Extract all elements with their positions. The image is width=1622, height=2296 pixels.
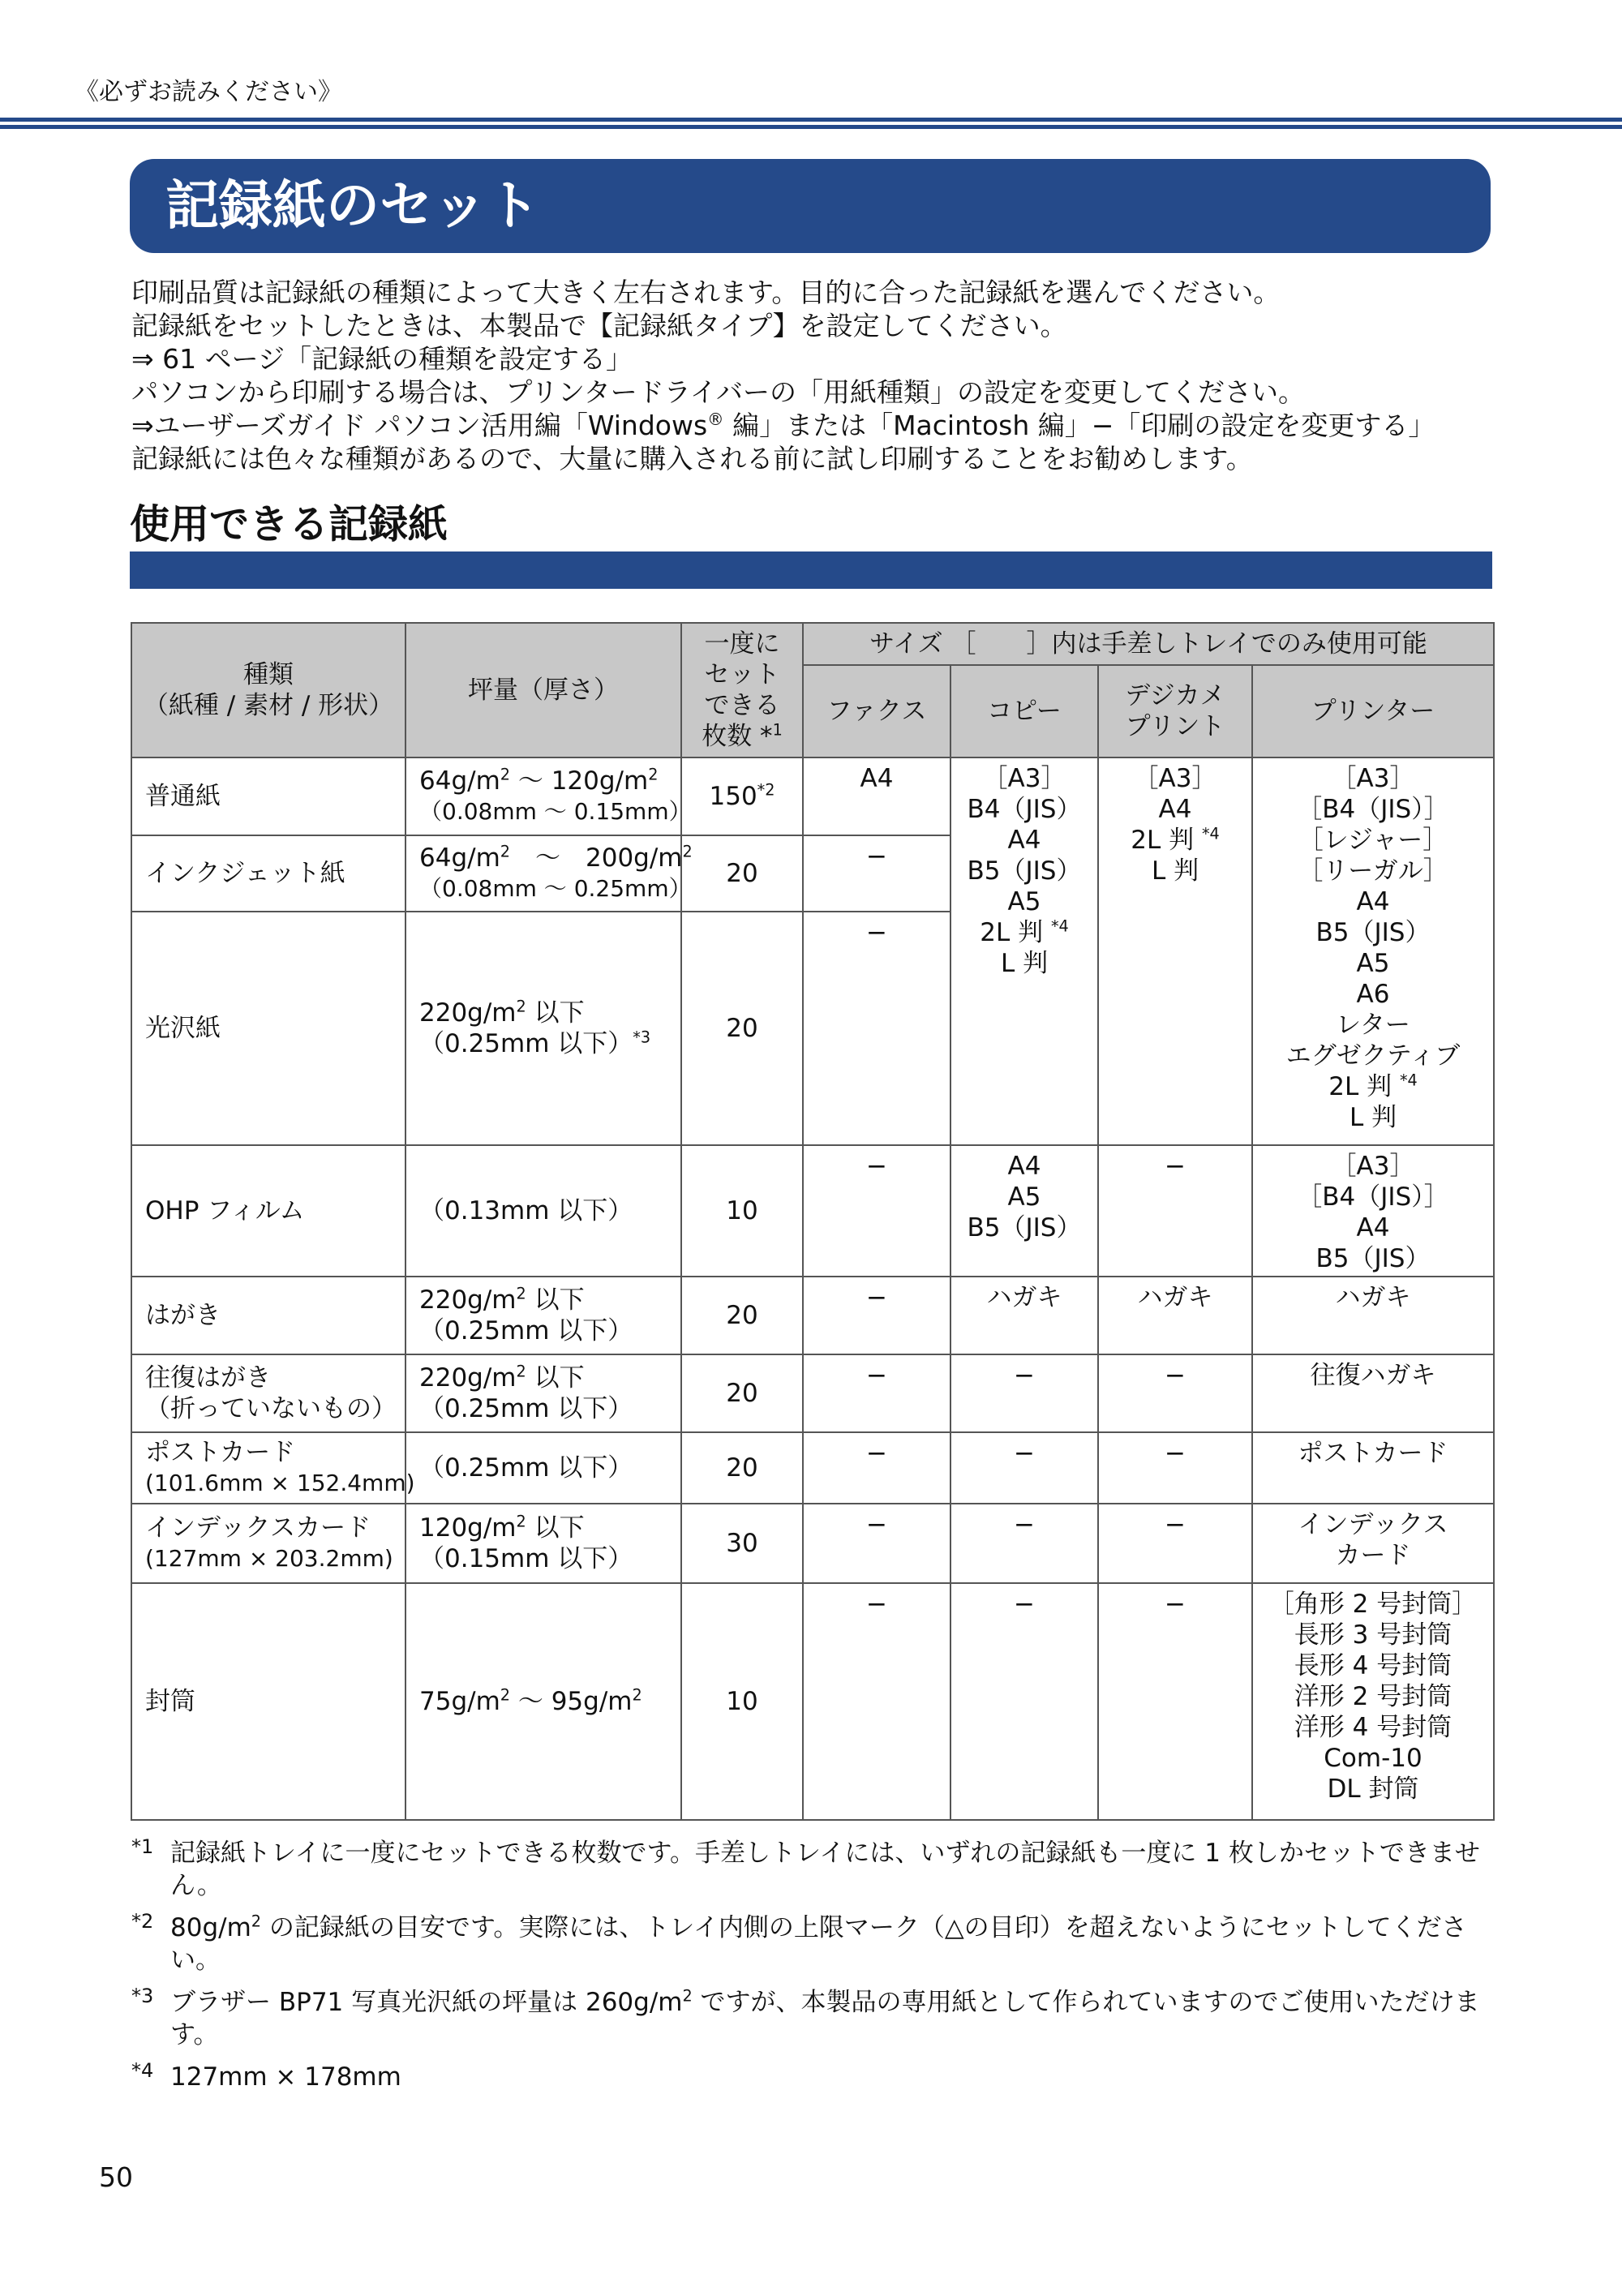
footnote: *4 127mm × 178mm [131,2061,1502,2093]
header-count: 一度に セット できる 枚数 *$^1$ [681,623,803,757]
row-weight: （0.13mm 以下） [406,1145,681,1277]
registered-mark: ® [707,410,724,429]
row-fax: − [803,1583,950,1820]
table-row [131,1277,1494,1354]
row-count: 20 [681,1432,803,1504]
intro-reference: ⇒ 61 ページ「記録紙の種類を設定する」 [131,343,633,375]
paper-table [131,622,1495,1821]
header-printer: プリンター [1252,665,1494,757]
row-copy: − [950,1354,1098,1432]
row-copy: − [950,1504,1098,1583]
row-weight: $64g/m^2$ 〜 $120g/m^2$ （0.08mm 〜 0.15mm） [406,757,681,835]
row-photo: ［A3］ A4 2L 判 $^{*4}$ L 判 [1098,757,1252,1145]
row-photo: − [1098,1354,1252,1432]
intro-line: 記録紙には色々な種類があるので、大量に購入される前に試し印刷することをお勧めします。 [131,443,1253,474]
row-name: 往復はがき （折っていないもの） [131,1354,406,1432]
header-type: 種類 （紙種 / 素材 / 形状） [131,623,406,757]
row-copy: A4 A5 B5（JIS） [950,1145,1098,1277]
row-copy: − [950,1432,1098,1504]
table-row [131,1583,1494,1820]
row-printer: インデックス カード [1252,1504,1494,1583]
footnote-mark: *3 [131,1985,154,2007]
row-photo: − [1098,1583,1252,1820]
row-count: 10 [681,1583,803,1820]
row-count: 20 [681,1354,803,1432]
row-name: はがき [131,1277,406,1354]
row-printer: ハガキ [1252,1277,1494,1354]
row-weight: （0.25mm 以下） [406,1432,681,1504]
row-count: 20 [681,912,803,1145]
row-fax: − [803,912,950,1145]
row-fax: − [803,1277,950,1354]
row-name: 普通紙 [131,757,406,835]
row-photo: − [1098,1145,1252,1277]
row-name: 封筒 [131,1583,406,1820]
footnotes [131,1837,1502,2103]
intro-line: 記録紙をセットしたときは、本製品で【記録紙タイプ】を設定してください。 [131,310,1067,341]
row-printer: ［A3］ ［B4（JIS）］ ［レジャー］ ［リーガル］ A4 B5（JIS） A5 A6 レター エグゼクティブ 2L 判 $^{*4}$ L 判 [1252,757,1494,1145]
header-photo: デジカメ プリント [1098,665,1252,757]
row-fax: − [803,835,950,912]
ref-text: 編」または「Macintosh 編」−「印刷の設定を変更する」 [723,410,1435,441]
row-printer: ポストカード [1252,1432,1494,1504]
row-count: 20 [681,835,803,912]
row-fax: − [803,1354,950,1432]
page-number: 50 [99,2161,133,2193]
row-name: インデックスカード (127mm × 203.2mm) [131,1504,406,1583]
table-row [131,1432,1494,1504]
row-weight: $75g/m^2$ 〜 $95g/m^2$ [406,1583,681,1820]
row-weight: $64g/m^2$ 〜 $200g/m^2$ （0.08mm 〜 0.25mm） [406,835,681,912]
row-name: ポストカード (101.6mm × 152.4mm) [131,1432,406,1504]
row-printer: ［A3］ ［B4（JIS）］ A4 B5（JIS） [1252,1145,1494,1277]
header-rule [0,118,1622,129]
row-weight: $220g/m^2$ 以下 （0.25mm 以下） [406,1354,681,1432]
row-fax: − [803,1145,950,1277]
row-fax: − [803,1504,950,1583]
row-count: 20 [681,1277,803,1354]
footnote-mark: *1 [131,1835,154,1858]
table-row [131,1354,1494,1432]
footnote: *2 $80g/m^2$ の記録紙の目安です。実際には、トレイ内側の上限マーク（△の目印）を超えないようにセットしてください。 [131,1912,1502,1976]
intro-line: 印刷品質は記録紙の種類によって大きく左右されます。目的に合った記録紙を選んでください。 [131,277,1281,308]
section-title: 使用できる記録紙 [130,501,448,547]
row-photo: − [1098,1432,1252,1504]
row-name: 光沢紙 [131,912,406,1145]
table-row [131,1145,1494,1277]
top-label: 《必ずお読みください》 [75,78,342,106]
header-copy: コピー [950,665,1098,757]
header-fax: ファクス [803,665,950,757]
row-count: 150$^{*2}$ [681,757,803,835]
intro-reference [131,409,1510,442]
row-fax: − [803,1432,950,1504]
ref-text: ⇒ユーザーズガイド パソコン活用編「Windows [131,410,708,441]
footnote: *1 記録紙トレイに一度にセットできる枚数です。手差しトレイには、いずれの記録紙も一度に 1 枚しかセットできません。 [131,1837,1502,1902]
page-title: 記録紙のセット [130,159,1491,253]
table-row [131,1504,1494,1583]
intro-line: パソコンから印刷する場合は、プリンタードライバーの「用紙種類」の設定を変更してください。 [131,376,1306,408]
table-row [131,757,1494,835]
row-printer: 往復ハガキ [1252,1354,1494,1432]
row-printer: ［角形 2 号封筒］ 長形 3 号封筒 長形 4 号封筒 洋形 2 号封筒 洋形 4 号封筒 Com-10 DL 封筒 [1252,1583,1494,1820]
row-weight: $220g/m^2$ 以下 （0.25mm 以下） [406,1277,681,1354]
row-copy: − [950,1583,1098,1820]
row-copy: ハガキ [950,1277,1098,1354]
row-weight: $220g/m^2$ 以下 （0.25mm 以下）$^{*3}$ [406,912,681,1145]
section-bar [130,551,1492,589]
row-name: インクジェット紙 [131,835,406,912]
row-photo: − [1098,1504,1252,1583]
row-copy: ［A3］ B4（JIS） A4 B5（JIS） A5 2L 判 $^{*4}$ L 判 [950,757,1098,1145]
row-count: 10 [681,1145,803,1277]
row-count: 30 [681,1504,803,1583]
header-size: サイズ ［ ］内は手差しトレイでのみ使用可能 [803,623,1494,665]
row-weight: $120g/m^2$ 以下 （0.15mm 以下） [406,1504,681,1583]
row-name: OHP フィルム [131,1145,406,1277]
footnote: *3 ブラザー BP71 写真光沢紙の坪量は $260g/m^2$ ですが、本製品の専用紙として作られていますのでご使用いただけます。 [131,1986,1502,2051]
intro-text [131,276,1510,475]
footnote-mark: *2 [131,1910,154,1933]
footnote-mark: *4 [131,2059,154,2082]
row-fax: A4 [803,757,950,835]
header-weight: 坪量（厚さ） [406,623,681,757]
row-photo: ハガキ [1098,1277,1252,1354]
